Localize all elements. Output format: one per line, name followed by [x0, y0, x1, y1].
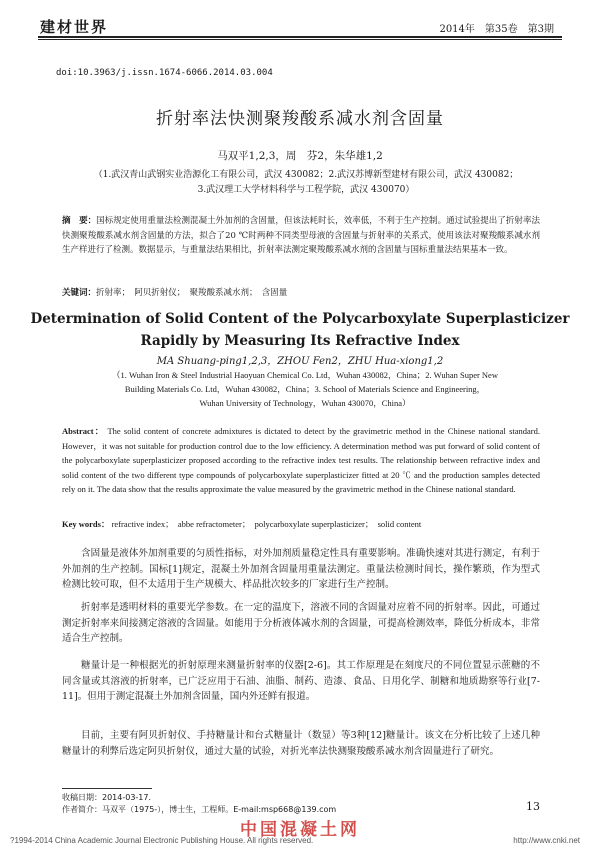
issue-info: 2014年 第35卷 第3期 [439, 24, 554, 35]
affiliation-line: 3.武汉理工大学材料科学与工程学院，武汉 430070） [197, 185, 415, 195]
affiliation-line: （1.武汉青山武钢实业浩源化工有限公司，武汉 430082；2.武汉苏博新型建材有限公司，武汉 430082； [93, 170, 519, 180]
affiliation-line: Wuhan University of Technology，Wuhan 430070，China） [199, 398, 411, 408]
authors-english: MA Shuang-ping1,2,3，ZHOU Fen2，ZHU Hua-xiong1,2 [156, 356, 444, 367]
paragraph-text: 折射率是透明材料的重要光学参数。在一定的温度下，溶液不同的含固量对应着不同的折射率。因此，可通过测定折射率来间接测定溶液的含固量。如能用于分析液体减水剂的含固量，可提高检测效率，降低分析成本，非常适合生产控制。 [62, 602, 540, 644]
affiliations-english [80, 368, 530, 410]
footnotes [62, 792, 336, 816]
footnote-author: 作者简介：马双平（1975-），博士生，工程师。E-mail:msp668@139.com [62, 805, 337, 814]
body-paragraph [62, 600, 540, 647]
abstract-chinese [62, 214, 540, 258]
body-paragraph [62, 728, 540, 759]
abstract-english [62, 424, 540, 497]
paragraph-text: 目前，主要有阿贝折射仪、手持糖量计和台式糖量计（数显）等3种[12]糖量计。该文在分析比较了上述几种糖量计的利弊后选定阿贝折射仪，通过大量的试验，对折光率法快测聚羧酸系减水剂含固量进行了研究。 [62, 730, 540, 757]
keywords-text: refractive index； abbe refractometer； polycarboxylate superplasticizer； solid content [111, 519, 422, 529]
affiliation-line: （1. Wuhan Iron & Steel Industrial Haoyuan Chemical Co. Ltd，Wuhan 430082，China；2. Wuhan Super New [112, 370, 498, 380]
title-line: Determination of Solid Content of the Polycarboxylate Superplasticizer [30, 311, 570, 327]
body-paragraph [62, 546, 540, 593]
footnote-received: 收稿日期：2014-03-17. [62, 793, 152, 802]
watermark-logo: 中国混凝土网 [240, 820, 360, 840]
title-chinese: 折射率法快测聚羧酸系减水剂含固量 [156, 109, 444, 129]
body-paragraph [62, 658, 540, 705]
header-rule-thin [38, 39, 562, 40]
abstract-text: The solid content of concrete admixtures is dictated to detect by the gravimetric method in the Chinese national standard. However，it was not suitable for production control due to the low efficiency. A determination method was put forward of solid content of the polycarboxylate superplasticizer proposed according to the refractive index test results. The relationship between refractive index and solid content of the two different type compounds of polycarboxylate superplasticizer fitted at 20 ℃ and the production samples detected rely on it. The data show that the results approximate the value measured by the gravimetric method in the Chinese national standard. [62, 426, 540, 494]
keywords-label: 关键词： [62, 288, 97, 298]
authors-chinese: 马双平1,2,3，周 芬2，朱华雄1,2 [217, 150, 383, 162]
journal-name: 建材世界 [40, 18, 109, 36]
title-line: Rapidly by Measuring Its Refractive Index [140, 333, 460, 349]
paragraph-text: 糖量计是一种根据光的折射原理来测量折射率的仪器[2-6]。其工作原理是在刻度尺的不同位置显示蔗糖的不同含量或其溶液的折射率，已广泛应用于石油、油脂、制药、造漆、食品、日用化学、制糖和地质勘察等行业[7-11]。但用于测定混凝土外加剂含固量，国内外还鲜有报道。 [62, 660, 540, 702]
header-rule [38, 36, 562, 38]
affiliations-chinese [66, 168, 546, 198]
title-english [0, 308, 600, 352]
keywords-chinese [62, 286, 540, 298]
footnote-rule [62, 788, 152, 789]
keywords-text: 折射率； 阿贝折射仪； 聚羧酸系减水剂； 含固量 [96, 288, 288, 298]
affiliation-line: Building Materials Co. Ltd，Wuhan 430082，China；3. School of Materials Science and Engineering， [124, 384, 486, 394]
copyright-text: ?1994-2014 China Academic Journal Electronic Publishing House. All rights reserved. [10, 836, 314, 845]
paragraph-text: 含固量是液体外加剂重要的匀质性指标，对外加剂质量稳定性具有重要影响。准确快速对其进行测定，有利于外加剂的生产控制。国标[1]规定，混凝土外加剂含固量用重量法测定。重量法检测时间长，操作繁琐，作为型式检测比较可取，但不太适用于生产规模大、样品批次较多的厂家进行生产控制。 [62, 548, 540, 590]
abstract-label: Abstract： [62, 426, 105, 436]
page-number: 13 [526, 800, 540, 813]
keywords-label: Key words： [62, 519, 110, 529]
doi[interactable]: doi:10.3963/j.issn.1674-6066.2014.03.004 [56, 68, 273, 78]
abstract-label: 摘 要： [62, 216, 97, 226]
keywords-english [62, 518, 540, 530]
abstract-text: 国标规定使用重量法检测混凝土外加剂的含固量，但该法耗时长，效率低，不利于生产控制。通过试验提出了折射率法快测聚羧酸系减水剂含固量的方法，拟合了20 ℃时两种不同类型母液的含固量与折射率的关系式，使用该法对聚羧酸系减水剂生产样进行了检测。数据显示，与重量法结果相比，折射率法测定聚羧酸系减水剂的含固量与国标重量法结果基本一致。 [62, 216, 540, 255]
cnki-link[interactable]: http://www.cnki.net [513, 836, 580, 845]
